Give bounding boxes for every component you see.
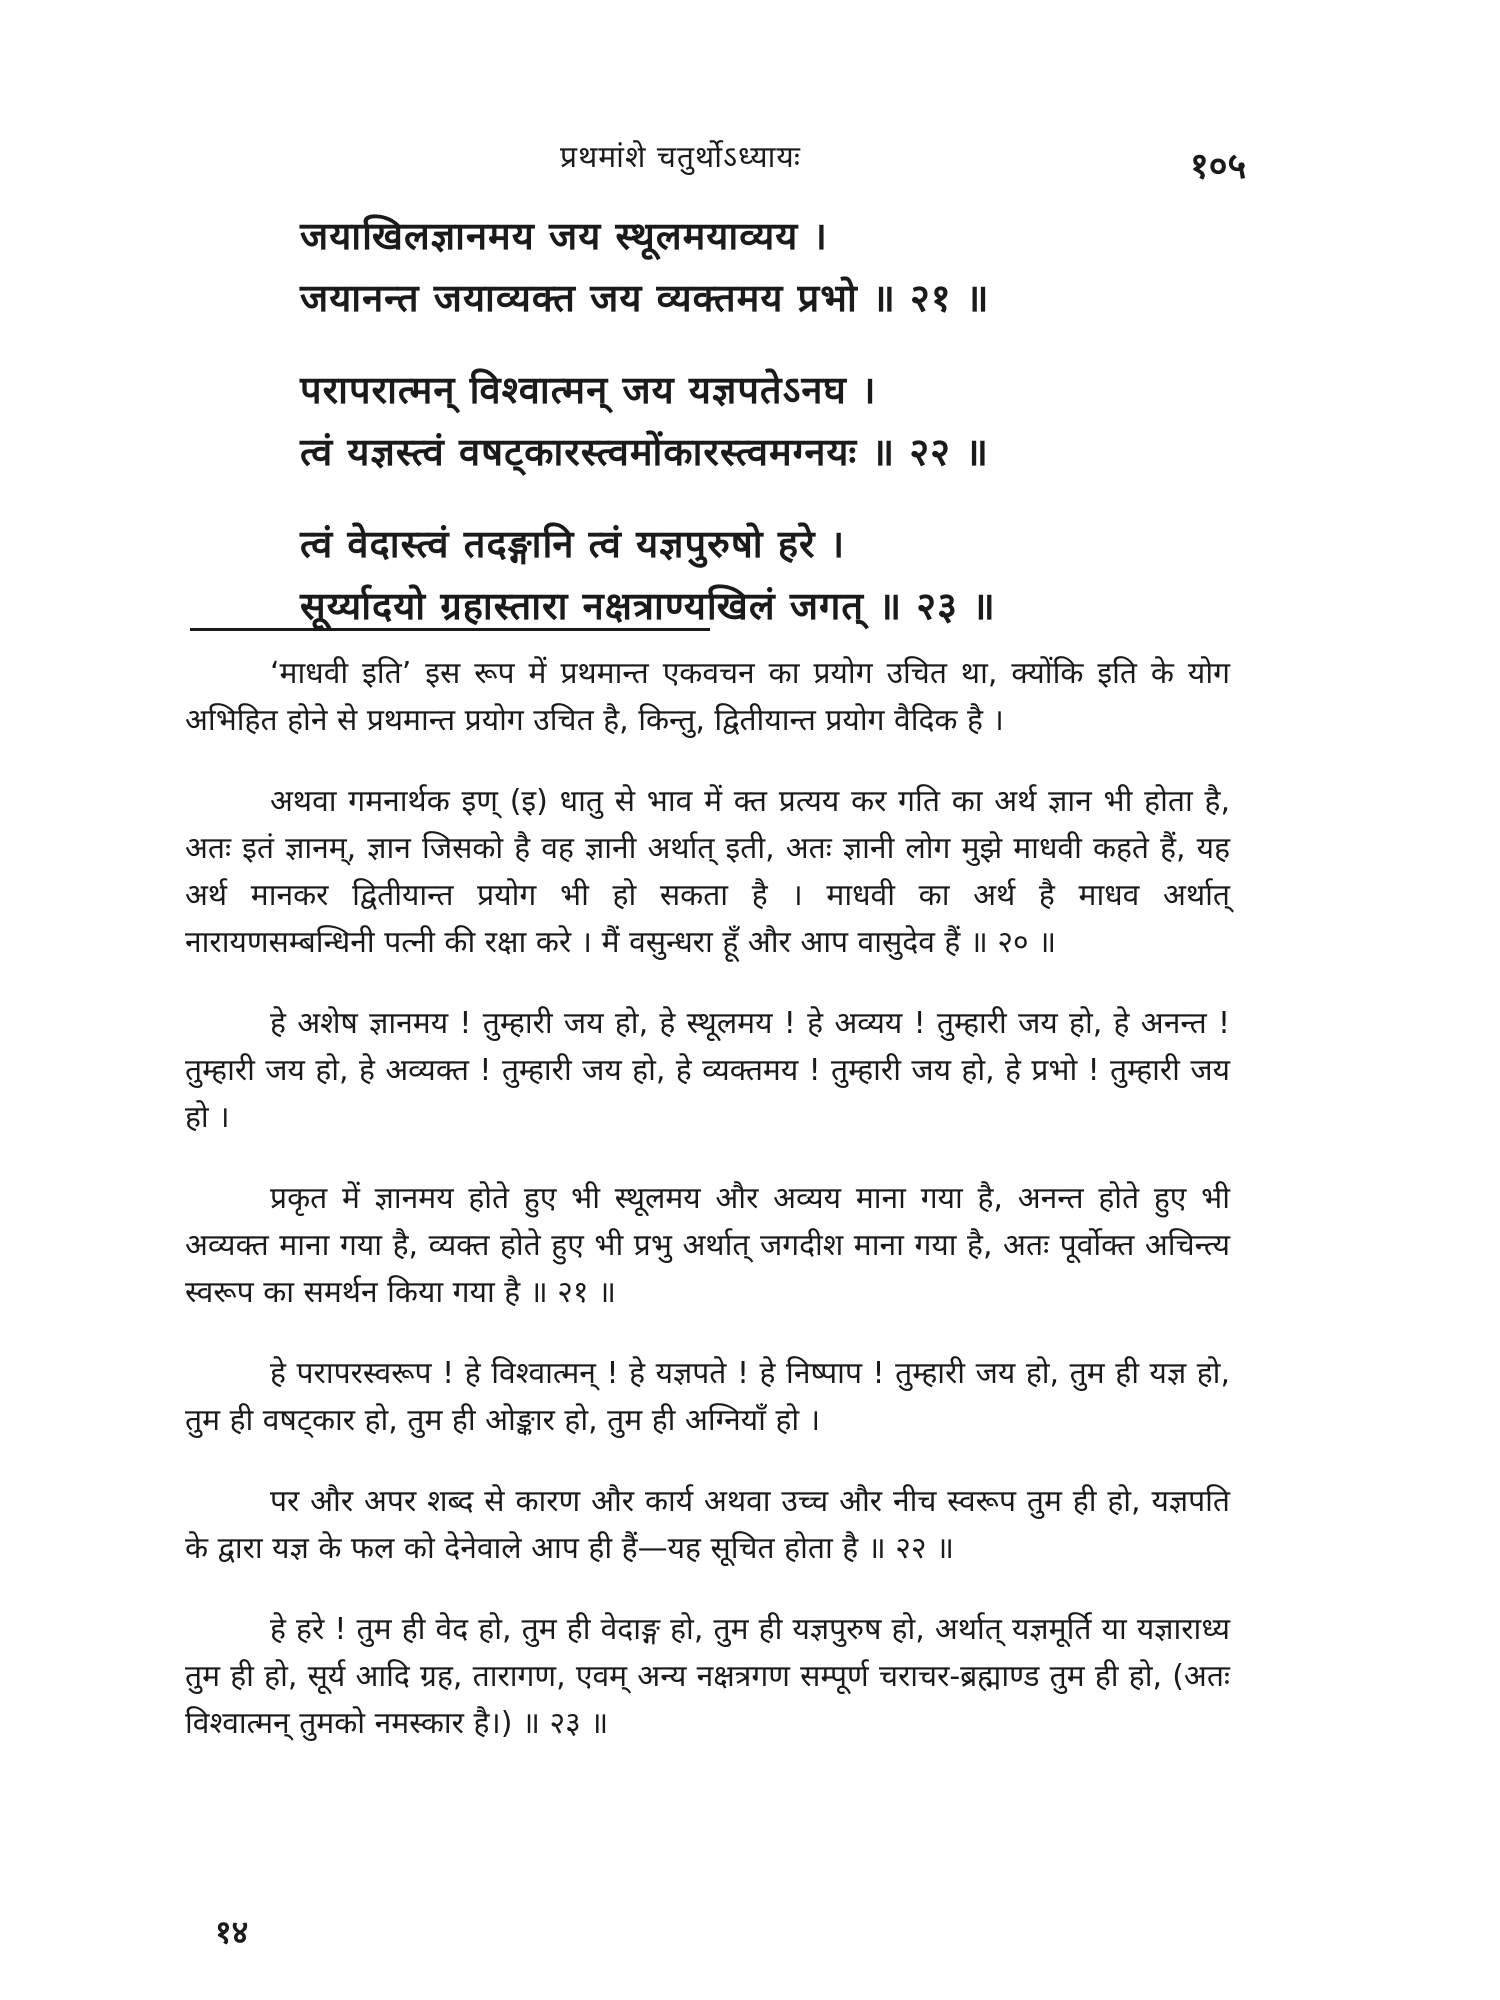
commentary-block	[185, 650, 1230, 1781]
commentary-paragraph: हे अशेष ज्ञानमय ! तुम्हारी जय हो, हे स्थूलमय ! हे अव्यय ! तुम्हारी जय हो, हे अनन्त ! तुम्हारी जय हो, हे अव्यक्त ! तुम्हारी जय हो, हे व्यक्तमय ! तुम्हारी जय हो, हे प्रभो ! तुम्हारी जय हो ।	[185, 1006, 1230, 1135]
verse-line: त्वं यज्ञस्त्वं वषट्कारस्त्वमोंकारस्त्वमग्नयः ॥ २२ ॥	[300, 430, 989, 474]
commentary-paragraph: पर और अपर शब्द से कारण और कार्य अथवा उच्च और नीच स्वरूप तुम ही हो, यज्ञपति के द्वारा यज्ञ के फल को देनेवाले आप ही हैं—यह सूचित होता है ॥ २२ ॥	[185, 1484, 1230, 1566]
running-head: प्रथमांशे चतुर्थोऽध्यायः	[560, 140, 801, 175]
verse-block	[300, 205, 1400, 667]
commentary-paragraph: हे हरे ! तुम ही वेद हो, तुम ही वेदाङ्ग हो, तुम ही यज्ञपुरुष हो, अर्थात् यज्ञमूर्ति या यज्ञाराध्य तुम ही हो, सूर्य आदि ग्रह, तारागण, एवम् अन्य नक्षत्रगण सम्पूर्ण चराचर-ब्रह्माण्ड तुम ही हो, (अतः विश्वात्मन् तुमको नमस्कार है।) ॥ २३ ॥	[185, 1612, 1230, 1741]
divider-rule	[190, 628, 710, 631]
verse-line: जयाखिलज्ञानमय जय स्थूलमयाव्यय ।	[300, 214, 828, 258]
signature-mark: १४	[215, 1913, 249, 1951]
verse-line: त्वं वेदास्त्वं तदङ्गानि त्वं यज्ञपुरुषो हरे ।	[300, 522, 846, 566]
commentary-paragraph: ‘माधवी इति’ इस रूप में प्रथमान्त एकवचन का प्रयोग उचित था, क्योंकि इति के योग अभिहित होने से प्रथमान्त प्रयोग उचित है, किन्तु, द्वितीयान्त प्रयोग वैदिक है ।	[185, 656, 1230, 738]
commentary-paragraph: अथवा गमनार्थक इण् (इ) धातु से भाव में क्त प्रत्यय कर गति का अर्थ ज्ञान भी होता है, अतः इतं ज्ञानम्, ज्ञान जिसको है वह ज्ञानी अर्थात् इती, अतः ज्ञानी लोग मुझे माधवी कहते हैं, यह अर्थ मानकर द्वितीयान्त प्रयोग भी हो सकता है । माधवी का अर्थ है माधव अर्थात् नारायणसम्बन्धिनी पत्नी की रक्षा करे । मैं वसुन्धरा हूँ और आप वासुदेव हैं ॥ २० ॥	[185, 784, 1230, 960]
verse-21	[300, 205, 1400, 329]
page-number: १०५	[1190, 146, 1247, 187]
verse-23	[300, 513, 1400, 637]
commentary-paragraph: प्रकृत में ज्ञानमय होते हुए भी स्थूलमय और अव्यय माना गया है, अनन्त होते हुए भी अव्यक्त माना गया है, व्यक्त होते हुए भी प्रभु अर्थात् जगदीश माना गया है, अतः पूर्वोक्त अचिन्त्य स्वरूप का समर्थन किया गया है ॥ २१ ॥	[185, 1181, 1230, 1310]
verse-line: सूर्य्यादयो ग्रहास्तारा नक्षत्राण्यखिलं जगत् ॥ २३ ॥	[300, 584, 996, 628]
verse-22	[300, 359, 1400, 483]
commentary-paragraph: हे परापरस्वरूप ! हे विश्वात्मन् ! हे यज्ञपते ! हे निष्पाप ! तुम्हारी जय हो, तुम ही यज्ञ हो, तुम ही वषट्कार हो, तुम ही ओङ्कार हो, तुम ही अग्नियाँ हो ।	[185, 1356, 1230, 1438]
verse-line: परापरात्मन् विश्वात्मन् जय यज्ञपतेऽनघ ।	[300, 368, 877, 412]
verse-line: जयानन्त जयाव्यक्त जय व्यक्तमय प्रभो ॥ २१ ॥	[300, 276, 990, 320]
